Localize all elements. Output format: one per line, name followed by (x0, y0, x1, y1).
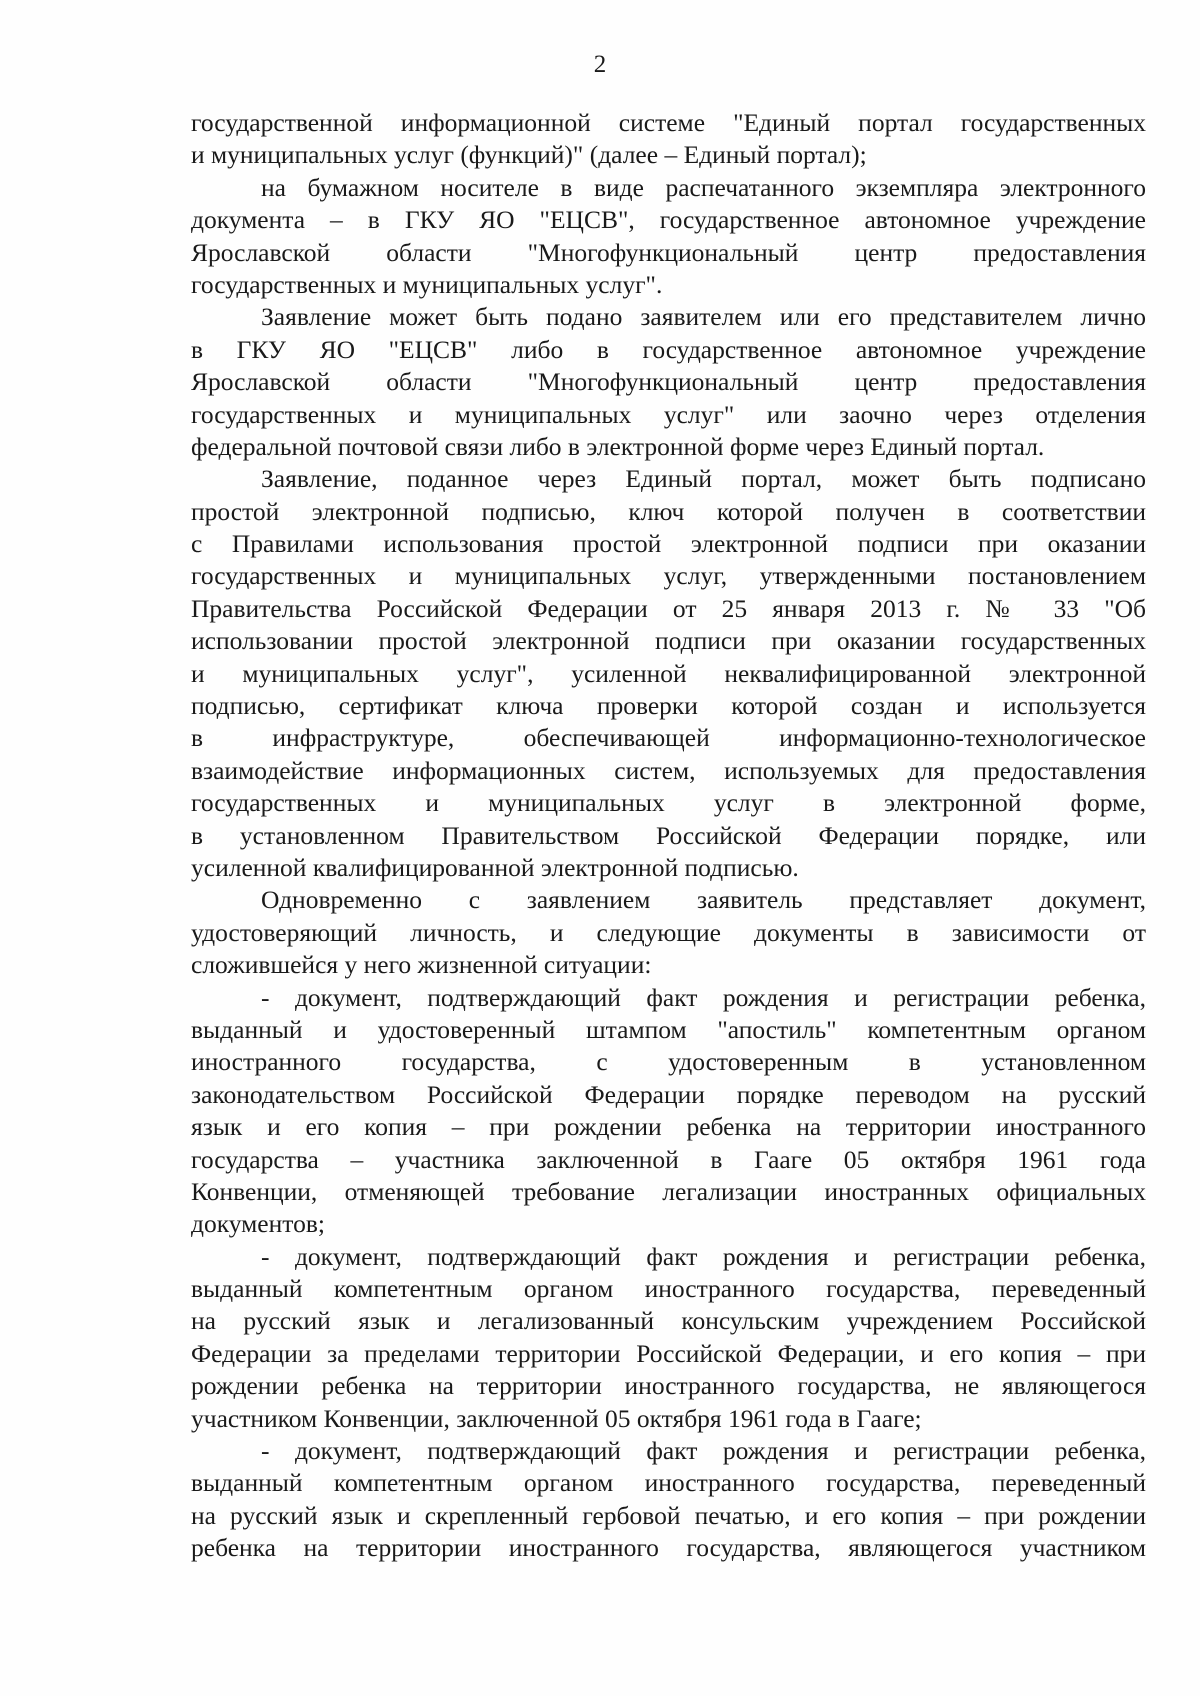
text-line: на бумажном носителе в виде распечатанного экземпляра электронного (261, 172, 1146, 202)
text-line: рождении ребенка на территории иностранного государства, не являющегося (191, 1371, 1146, 1401)
paragraph (191, 1435, 1146, 1565)
text-line: с Правилами использования простой электронной подписи при оказании (191, 529, 1146, 559)
page-number: 2 (593, 51, 607, 78)
text-line: государственных и муниципальных услуг в электронной форме, (191, 788, 1146, 818)
text-line: взаимодействие информационных систем, используемых для предоставления (191, 755, 1146, 785)
paragraph (191, 172, 1146, 302)
paragraph (191, 107, 1146, 172)
text-line: документа – в ГКУ ЯО "ЕЦСВ", государственное автономное учреждение (191, 205, 1146, 235)
text-line: на русский язык и легализованный консульским учреждением Российской (191, 1306, 1146, 1336)
text-line: усиленной квалифицированной электронной подписью. (191, 852, 799, 882)
text-line: на русский язык и скрепленный гербовой печатью, и его копия – при рождении (191, 1500, 1146, 1530)
text-line: и муниципальных услуг", усиленной неквалифицированной электронной (191, 658, 1146, 688)
text-line: ребенка на территории иностранного государства, являющегося участником (191, 1533, 1146, 1563)
paragraph (191, 301, 1146, 463)
text-line: государственных и муниципальных услуг, утвержденными постановлением (191, 561, 1146, 591)
text-line: участником Конвенции, заключенной 05 октября 1961 года в Гааге; (191, 1403, 922, 1433)
text-line: Заявление может быть подано заявителем или его представителем лично (261, 302, 1146, 332)
text-line: подписью, сертификат ключа проверки которой создан и используется (191, 691, 1146, 721)
paragraph (191, 1241, 1146, 1435)
text-line: - документ, подтверждающий факт рождения и регистрации ребенка, (261, 1436, 1146, 1466)
text-line: язык и его копия – при рождении ребенка на территории иностранного (191, 1112, 1146, 1142)
text-line: Федерации за пределами территории Российской Федерации, и его копия – при (191, 1338, 1146, 1368)
text-line: Правительства Российской Федерации от 25 января 2013 г. № 33 "Об (191, 593, 1146, 623)
text-line: - документ, подтверждающий факт рождения и регистрации ребенка, (261, 982, 1146, 1012)
text-line: документов; (191, 1209, 325, 1239)
text-line: выданный компетентным органом иностранного государства, переведенный (191, 1468, 1146, 1498)
document-body (191, 107, 1146, 1565)
paragraph (191, 463, 1146, 884)
text-line: использовании простой электронной подписи при оказании государственных (191, 626, 1146, 656)
text-line: в ГКУ ЯО "ЕЦСВ" либо в государственное автономное учреждение (191, 334, 1146, 364)
text-line: в инфраструктуре, обеспечивающей информационно-технологическое (191, 723, 1146, 753)
text-line: Одновременно с заявлением заявитель представляет документ, (261, 885, 1146, 915)
text-line: федеральной почтовой связи либо в электронной форме через Единый портал. (191, 431, 1045, 461)
paragraph (191, 982, 1146, 1241)
text-line: и муниципальных услуг (функций)" (далее – Единый портал); (191, 140, 867, 170)
text-line: государства – участника заключенной в Гааге 05 октября 1961 года (191, 1144, 1146, 1174)
text-line: сложившейся у него жизненной ситуации: (191, 950, 652, 980)
text-line: Ярославской области "Многофункциональный центр предоставления (191, 367, 1146, 397)
text-line: Ярославской области "Многофункциональный центр предоставления (191, 237, 1146, 267)
text-line: государственных и муниципальных услуг" или заочно через отделения (191, 399, 1146, 429)
paragraph (191, 884, 1146, 981)
text-line: государственной информационной системе "Единый портал государственных (191, 108, 1146, 137)
text-line: удостоверяющий личность, и следующие документы в зависимости от (191, 917, 1146, 947)
text-line: в установленном Правительством Российской Федерации порядке, или (191, 820, 1146, 850)
text-line: простой электронной подписью, ключ которой получен в соответствии (191, 496, 1146, 526)
text-line: государственных и муниципальных услуг". (191, 269, 663, 299)
text-line: иностранного государства, с удостоверенным в установленном (191, 1047, 1146, 1077)
text-line: законодательством Российской Федерации порядке переводом на русский (191, 1079, 1146, 1109)
text-line: - документ, подтверждающий факт рождения и регистрации ребенка, (261, 1241, 1146, 1271)
text-line: Заявление, поданное через Единый портал, может быть подписано (261, 464, 1146, 494)
text-line: Конвенции, отменяющей требование легализации иностранных официальных (191, 1176, 1146, 1206)
text-line: выданный компетентным органом иностранного государства, переведенный (191, 1274, 1146, 1304)
text-line: выданный и удостоверенный штампом "апостиль" компетентным органом (191, 1014, 1146, 1044)
